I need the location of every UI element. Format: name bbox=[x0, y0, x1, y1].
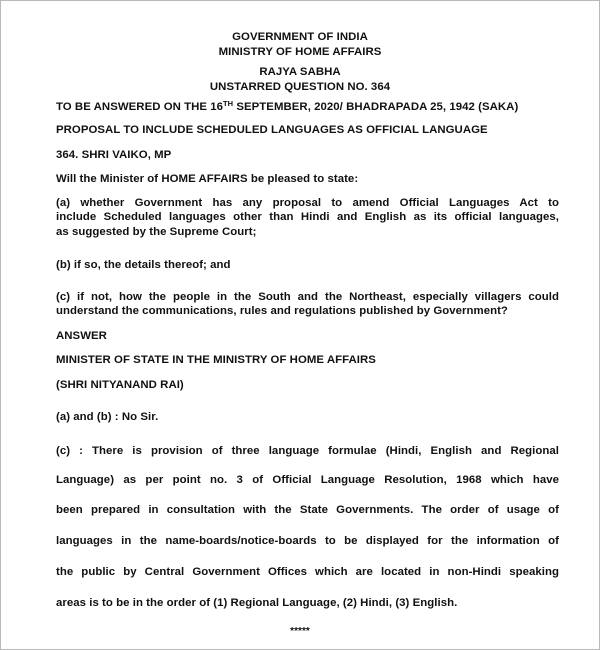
question-intro: Will the Minister of HOME AFFAIRS be pleased to state: bbox=[56, 173, 359, 185]
question-c-line-1: (c) if not, how the people in the South and the Northeast, especially villagers could bbox=[56, 291, 559, 303]
question-a-line-3: as suggested by the Supreme Court; bbox=[56, 226, 257, 238]
question-subject: PROPOSAL TO INCLUDE SCHEDULED LANGUAGES AS OFFICIAL LANGUAGE bbox=[56, 124, 488, 136]
answer-c-line-1: (c) : There is provision of three language formulae (Hindi, English and Regional bbox=[56, 445, 559, 457]
answer-date-prefix: TO BE ANSWERED ON THE 16 bbox=[56, 101, 224, 113]
answer-c-line-3: been prepared in consultation with the State Governments. The order of usage of bbox=[56, 504, 559, 516]
answer-date bbox=[56, 100, 518, 114]
header-ministry: MINISTRY OF HOME AFFAIRS bbox=[218, 46, 382, 58]
answer-c-line-4: languages in the name-boards/notice-boards to be displayed for the information of bbox=[56, 535, 559, 547]
answer-heading: ANSWER bbox=[56, 330, 107, 342]
answer-date-superscript: TH bbox=[223, 99, 234, 108]
header-question-number: UNSTARRED QUESTION NO. 364 bbox=[209, 81, 391, 93]
question-b: (b) if so, the details thereof; and bbox=[56, 259, 231, 271]
minister-name: (SHRI NITYANAND RAI) bbox=[56, 379, 184, 391]
end-mark: ***** bbox=[290, 626, 310, 637]
question-c-line-2: understand the communications, rules and regulations published by Government? bbox=[56, 305, 508, 317]
answer-c-line-6: areas is to be in the order of (1) Regional Language, (2) Hindi, (3) English. bbox=[56, 597, 458, 609]
answer-a-b: (a) and (b) : No Sir. bbox=[56, 411, 159, 423]
question-member: 364. SHRI VAIKO, MP bbox=[56, 149, 172, 161]
header-house: RAJYA SABHA bbox=[259, 66, 341, 78]
answer-c-line-5: the public by Central Government Offices which are located in non-Hindi speaking bbox=[56, 566, 559, 578]
header-government: GOVERNMENT OF INDIA bbox=[232, 31, 368, 43]
question-a-line-1: (a) whether Government has any proposal to amend Official Languages Act to bbox=[56, 197, 559, 209]
question-a-line-2: include Scheduled languages other than Hindi and English as its official languages, bbox=[56, 211, 559, 223]
answer-c-line-2: Language) as per point no. 3 of Official Language Resolution, 1968 which have bbox=[56, 474, 559, 486]
minister-title: MINISTER OF STATE IN THE MINISTRY OF HOME AFFAIRS bbox=[56, 354, 376, 366]
answer-date-suffix: SEPTEMBER, 2020/ BHADRAPADA 25, 1942 (SAKA) bbox=[233, 101, 519, 113]
